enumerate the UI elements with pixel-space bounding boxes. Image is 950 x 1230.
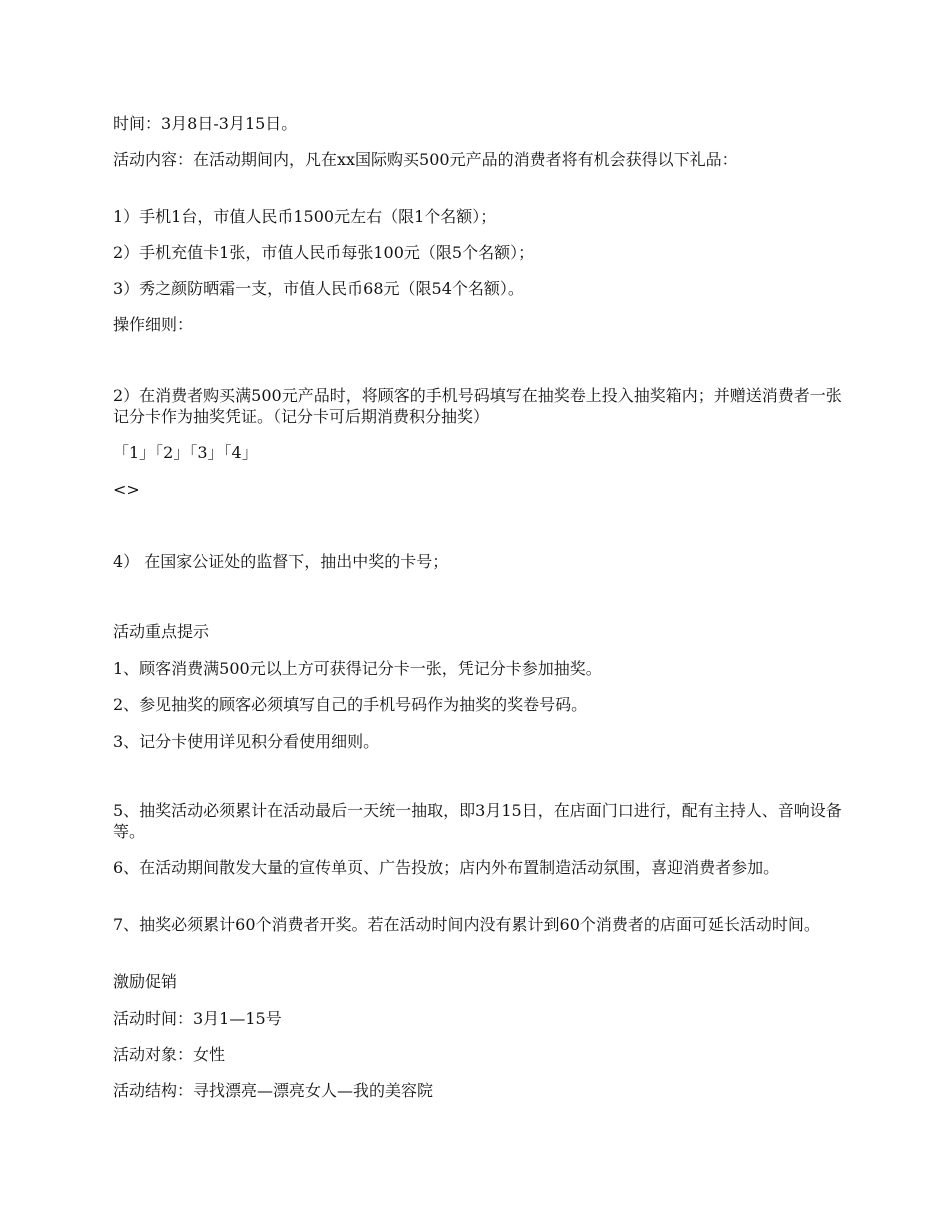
bracket-numbers: 「1」「2」「3」「4」 [113,443,258,462]
incentive-time: 活动时间：3月1—15号 [113,1009,282,1028]
section-title-key-notes: 活动重点提示 [113,622,210,641]
section-title-operation: 操作细则： [113,315,194,334]
angle-brackets: <> [113,480,140,499]
key-note-3: 3、记分卡使用详见积分看使用细则。 [113,732,380,751]
key-note-1: 1、顾客消费满500元以上方可获得记分卡一张，凭记分卡参加抽奖。 [113,659,602,678]
key-note-6: 6、在活动期间散发大量的宣传单页、广告投放；店内外布置制造活动氛围，喜迎消费者参加。 [113,858,780,877]
key-note-5: 5、抽奖活动必须累计在活动最后一天统一抽取，即3月15日，在店面门口进行，配有主持人、音响设备等。 [113,801,842,841]
time-line: 时间：3月8日-3月15日。 [113,114,298,133]
key-note-7: 7、抽奖必须累计60个消费者开奖。若在活动时间内没有累计到60个消费者的店面可延长活动时间。 [113,915,820,934]
prize-item-3: 3）秀之颜防晒霜一支，市值人民币68元（限54个名额）。 [113,279,524,298]
prize-item-2: 2）手机充值卡1张，市值人民币每张100元（限5个名额）； [113,243,535,262]
key-note-2: 2、参见抽奖的顾客必须填写自己的手机号码作为抽奖的奖卷号码。 [113,695,588,714]
section-title-incentive: 激励促销 [113,972,178,991]
incentive-target: 活动对象：女性 [113,1045,226,1064]
incentive-structure: 活动结构：寻找漂亮—漂亮女人—我的美容院 [113,1081,434,1100]
operation-step-2: 2）在消费者购买满500元产品时，将顾客的手机号码填写在抽奖卷上投入抽奖箱内；并赠送消费者一张记分卡作为抽奖凭证。（记分卡可后期消费积分抽奖） [113,386,842,426]
activity-content: 活动内容：在活动期间内，凡在xx国际购买500元产品的消费者将有机会获得以下礼品： [113,150,738,169]
operation-step-4: 4） 在国家公证处的监督下，抽出中奖的卡号； [113,552,449,571]
prize-item-1: 1）手机1台，市值人民币1500元左右（限1个名额）； [113,207,497,226]
